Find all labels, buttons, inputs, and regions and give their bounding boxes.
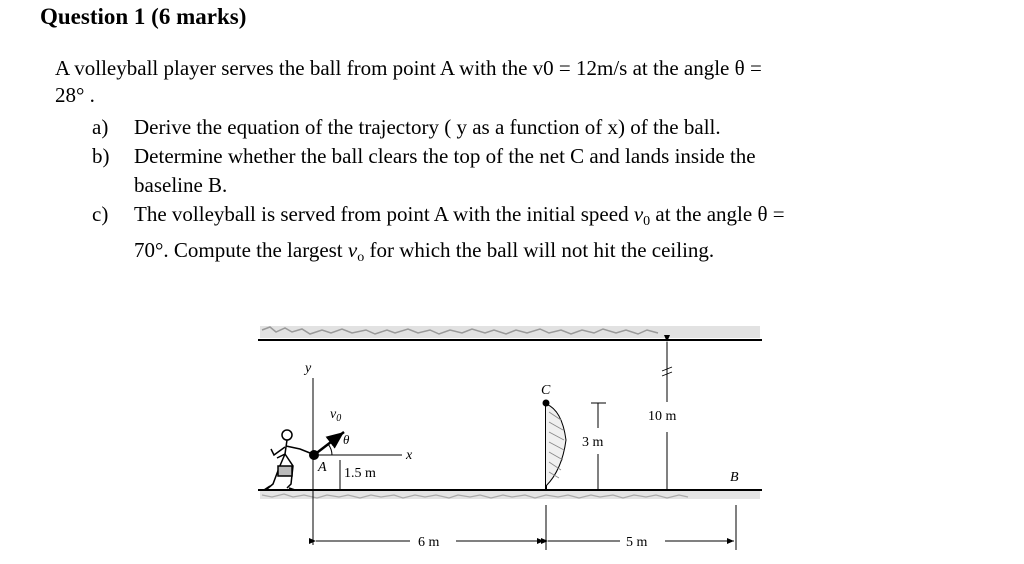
part-b-text-line-1: Determine whether the ball clears the top of the net C and lands inside the	[134, 144, 756, 168]
part-c-line1-pre: The volleyball is served from point A with the initial speed	[134, 202, 634, 226]
v0-label: $v_0$	[330, 407, 342, 424]
intro-line-2: 28° .	[55, 83, 95, 107]
part-b-label: b)	[92, 144, 110, 168]
v0-symbol: v	[633, 202, 644, 226]
v0-arrow	[314, 432, 344, 455]
player-figure	[264, 430, 310, 490]
part-b-text-line-2: baseline B.	[134, 173, 228, 197]
question-heading: Question 1 (6 marks)	[40, 4, 247, 29]
point-c-label: C	[541, 383, 551, 398]
x-axis-label: x	[406, 448, 413, 463]
height-1-5m-label: 1.5 m	[344, 466, 376, 481]
distance-5m-label: 5 m	[626, 535, 648, 550]
vo-subscript: o	[357, 250, 365, 265]
v0-subscript: 0	[643, 214, 651, 229]
distance-6m-label: 6 m	[418, 535, 440, 550]
part-a-label: a)	[92, 115, 109, 139]
part-c-line2-pre: 70°. Compute the largest	[134, 238, 348, 262]
part-a-text: Derive the equation of the trajectory ( y as a function of x) of the ball.	[134, 115, 721, 139]
ceiling-height-label: 10 m	[648, 409, 677, 424]
vo-symbol: v	[347, 238, 358, 262]
theta-label: θ	[343, 432, 350, 447]
point-b-label: B	[730, 470, 739, 485]
part-c-label: c)	[92, 202, 109, 226]
part-c-line2-post: for which the ball will not hit the ceiling.	[364, 238, 715, 262]
ceiling	[258, 326, 762, 340]
y-axis-label: y	[305, 361, 312, 376]
horizontal-dimensions	[316, 505, 736, 550]
net-height-label: 3 m	[582, 435, 604, 450]
floor	[258, 490, 762, 499]
net-top-point-c	[543, 400, 550, 407]
net	[546, 402, 568, 490]
intro-line-1: A volleyball player serves the ball from point A with the v0 = 12m/s at the angle θ =	[55, 56, 762, 80]
theta-arc	[328, 444, 332, 455]
part-c-line1-post: at the angle θ =	[650, 202, 785, 226]
point-a-label: A	[318, 460, 327, 475]
